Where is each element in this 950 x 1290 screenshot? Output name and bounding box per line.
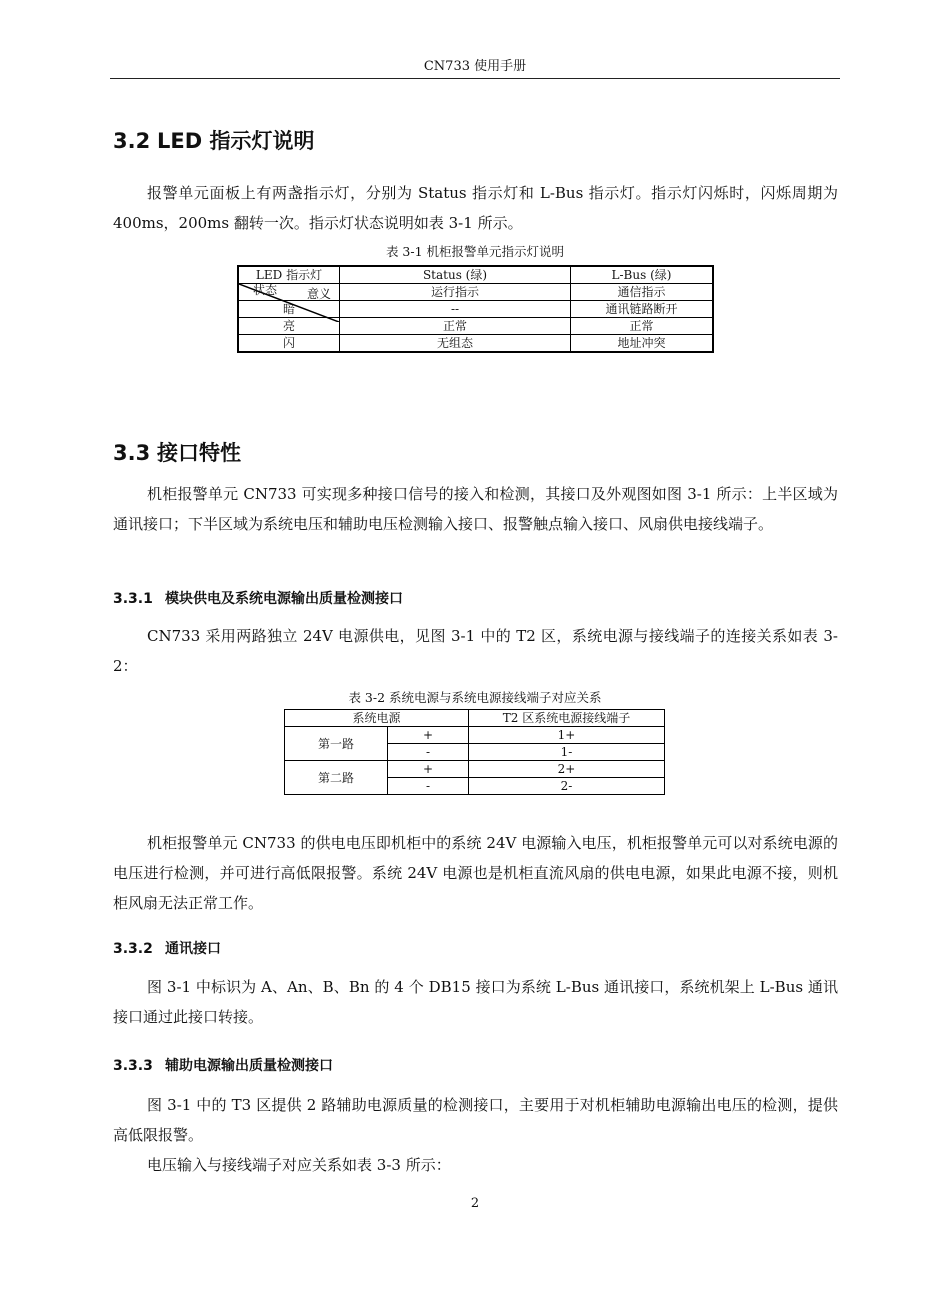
table-row <box>285 727 665 744</box>
table-cell: 正常 <box>571 318 714 335</box>
section-number: 3.3.1 <box>113 591 153 607</box>
table-cell: 2- <box>469 778 665 795</box>
table-cell: - <box>388 744 469 761</box>
table-cell: - <box>388 778 469 795</box>
section-3-2-paragraph: 报警单元面板上有两盏指示灯，分别为 Status 指示灯和 L-Bus 指示灯。指示灯闪烁时，闪烁周期为 400ms，200ms 翻转一次。指示灯状态说明如表 3-1 所示。 <box>113 184 838 232</box>
led-indicator-table <box>237 265 714 353</box>
section-3-3-1-paragraph-1: CN733 采用两路独立 24V 电源供电，见图 3-1 中的 T2 区，系统电源与接线端子的连接关系如表 3-2： <box>113 627 838 675</box>
diagonal-header-cell <box>238 284 340 301</box>
table-cell: + <box>388 727 469 744</box>
table-3-1-caption: 表 3-1 机柜报警单元指示灯说明 <box>385 244 565 259</box>
table-cell: 2+ <box>469 761 665 778</box>
table-cell: 通信指示 <box>571 284 714 301</box>
diag-label-meaning: 意义 <box>306 287 331 301</box>
section-3-3-1-paragraph-2: 机柜报警单元 CN733 的供电电压即机柜中的系统 24V 电源输入电压，机柜报警单元可以对系统电源的电压进行检测，并可进行高低限报警。系统 24V 电源也是机柜直流风扇的供电电源，如果此电源不接，则机柜风扇无法正常工作。 <box>113 834 838 912</box>
section-number: 3.3.2 <box>113 941 153 957</box>
section-3-3-heading <box>113 437 241 467</box>
table-cell: 闪 <box>238 335 340 353</box>
table-cell: 亮 <box>238 318 340 335</box>
section-title: LED 指示灯说明 <box>157 129 315 153</box>
table-header-cell: T2 区系统电源接线端子 <box>469 710 665 727</box>
section-title: 接口特性 <box>157 441 241 465</box>
header-title: CN733 使用手册 <box>423 59 527 74</box>
section-title: 通讯接口 <box>165 941 221 957</box>
table-cell: 运行指示 <box>340 284 571 301</box>
table-header-row <box>285 710 665 727</box>
section-3-3-2-heading <box>113 938 221 958</box>
table-cell: 无组态 <box>340 335 571 353</box>
table-cell: 通讯链路断开 <box>571 301 714 318</box>
table-cell: 正常 <box>340 318 571 335</box>
page-number: 2 <box>470 1196 480 1211</box>
table-cell: 1- <box>469 744 665 761</box>
diag-label-state: 状态 <box>253 283 278 297</box>
table-header-cell: Status (绿) <box>340 266 571 284</box>
section-3-3-1-heading <box>113 588 403 608</box>
table-row <box>285 761 665 778</box>
table-3-2-caption: 表 3-2 系统电源与系统电源接线端子对应关系 <box>348 690 602 705</box>
section-3-3-3-heading <box>113 1055 333 1075</box>
section-3-3-2-paragraph: 图 3-1 中标识为 A、An、B、Bn 的 4 个 DB15 接口为系统 L-Bus 通讯接口，系统机架上 L-Bus 通讯接口通过此接口转接。 <box>113 978 838 1026</box>
section-title: 模块供电及系统电源输出质量检测接口 <box>165 591 403 607</box>
section-number: 3.2 <box>113 129 151 153</box>
table-row <box>238 284 713 301</box>
table-cell: + <box>388 761 469 778</box>
section-number: 3.3.3 <box>113 1058 153 1074</box>
table-cell: 第二路 <box>285 761 388 795</box>
section-3-3-3-paragraph-2: 电压输入与接线端子对应关系如表 3-3 所示： <box>147 1156 451 1174</box>
section-3-3-paragraph: 机柜报警单元 CN733 可实现多种接口信号的接入和检测，其接口及外观图如图 3-1 所示：上半区域为通讯接口；下半区域为系统电压和辅助电压检测输入接口、报警触点输入接口、风扇供电接线端子。 <box>113 485 838 533</box>
table-header-cell: L-Bus (绿) <box>571 266 714 284</box>
table-cell: 暗 <box>238 301 340 318</box>
table-cell: 地址冲突 <box>571 335 714 353</box>
power-terminal-table <box>284 709 665 795</box>
section-number: 3.3 <box>113 441 151 465</box>
section-3-2-heading <box>113 125 314 155</box>
table-row <box>238 335 713 353</box>
table-header-cell: LED 指示灯 <box>238 266 340 284</box>
table-cell: 1+ <box>469 727 665 744</box>
table-header-row <box>238 266 713 284</box>
section-3-3-3-paragraph-1: 图 3-1 中的 T3 区提供 2 路辅助电源质量的检测接口，主要用于对机柜辅助电源输出电压的检测，提供高低限报警。 <box>113 1096 838 1144</box>
table-cell: -- <box>340 301 571 318</box>
table-cell: 第一路 <box>285 727 388 761</box>
table-header-cell: 系统电源 <box>285 710 469 727</box>
section-title: 辅助电源输出质量检测接口 <box>165 1058 333 1074</box>
page-header <box>110 58 840 79</box>
